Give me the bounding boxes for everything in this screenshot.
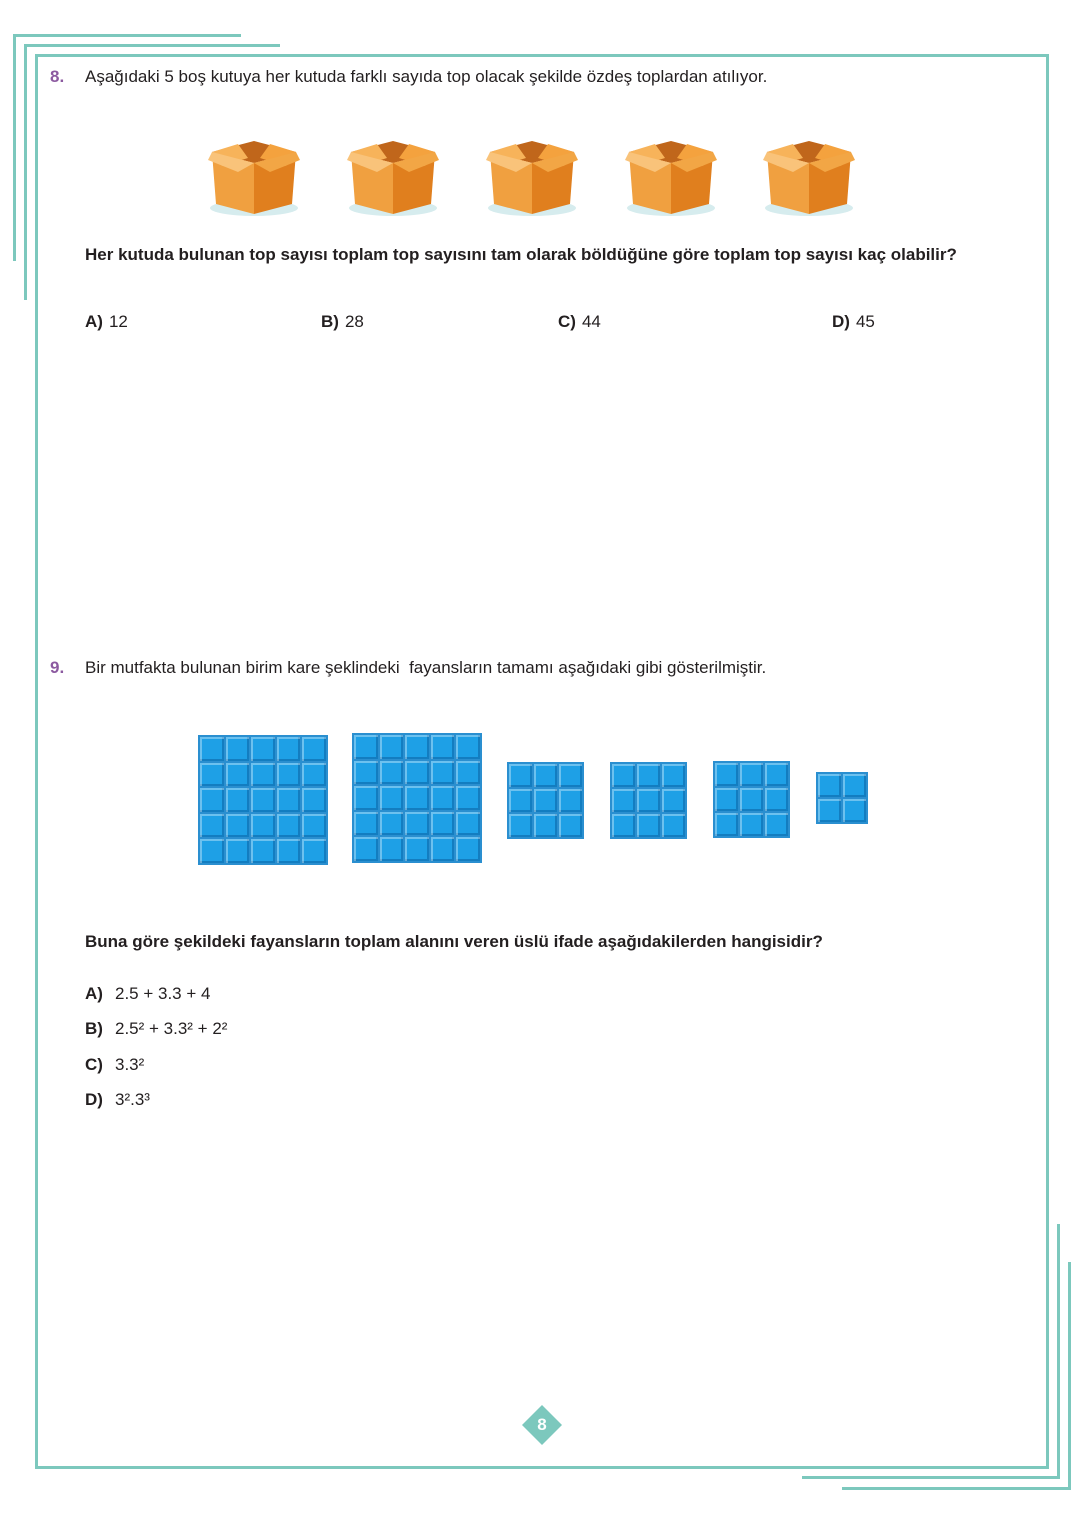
unit-tile — [302, 737, 326, 761]
option-a[interactable] — [85, 984, 210, 1004]
unit-tile — [405, 812, 429, 836]
frame-line — [842, 1487, 1071, 1490]
unit-tile — [226, 839, 250, 863]
unit-tile — [740, 813, 763, 836]
unit-tile — [662, 814, 685, 837]
unit-tile — [765, 813, 788, 836]
unit-tile — [715, 763, 738, 786]
option-value: 28 — [344, 312, 364, 331]
unit-tile — [637, 789, 660, 812]
question-prompt: Her kutuda bulunan top sayısı toplam top sayısını tam olarak böldüğüne göre toplam top sayısı kaç olabilir? — [85, 245, 957, 264]
unit-tile — [612, 764, 635, 787]
unit-tile — [380, 812, 404, 836]
unit-tile — [380, 735, 404, 759]
frame-line — [35, 54, 38, 1469]
unit-tile — [200, 814, 224, 838]
unit-tile — [715, 813, 738, 836]
unit-tile — [200, 839, 224, 863]
option-b[interactable] — [85, 1019, 227, 1039]
option-label: C) — [85, 1055, 103, 1074]
unit-tile — [534, 789, 557, 812]
unit-tile — [559, 789, 582, 812]
unit-tile — [226, 763, 250, 787]
unit-tile — [277, 763, 301, 787]
unit-tile — [431, 837, 455, 861]
open-box-icon — [625, 138, 717, 218]
unit-tile — [662, 789, 685, 812]
unit-tile — [405, 837, 429, 861]
unit-tile — [509, 814, 532, 837]
unit-tile — [380, 786, 404, 810]
unit-tile — [456, 837, 480, 861]
unit-tile — [200, 737, 224, 761]
tile-square-5x5 — [352, 733, 482, 863]
option-d[interactable] — [85, 1090, 150, 1110]
unit-tile — [431, 761, 455, 785]
option-a[interactable] — [85, 312, 128, 332]
unit-tile — [405, 735, 429, 759]
option-label: D) — [832, 312, 850, 331]
option-value: 12 — [108, 312, 128, 331]
question-stem: Aşağıdaki 5 boş kutuya her kutuda farklı sayıda top olacak şekilde özdeş toplardan atılıyor. — [85, 67, 768, 86]
unit-tile — [637, 814, 660, 837]
tile-square-3x3 — [713, 761, 790, 838]
unit-tile — [765, 788, 788, 811]
unit-tile — [354, 761, 378, 785]
open-box-icon — [763, 138, 855, 218]
unit-tile — [354, 786, 378, 810]
option-b[interactable] — [321, 312, 364, 332]
option-value: 45 — [855, 312, 875, 331]
unit-tile — [302, 814, 326, 838]
tile-square-3x3 — [507, 762, 584, 839]
option-value: 2.5 + 3.3 + 4 — [115, 984, 211, 1003]
frame-line — [13, 34, 16, 261]
unit-tile — [277, 737, 301, 761]
unit-tile — [456, 786, 480, 810]
unit-tile — [251, 814, 275, 838]
unit-tile — [612, 814, 635, 837]
unit-tile — [226, 814, 250, 838]
unit-tile — [302, 839, 326, 863]
unit-tile — [302, 763, 326, 787]
open-box-icon — [486, 138, 578, 218]
option-label: D) — [85, 1090, 103, 1109]
question-prompt: Buna göre şekildeki fayansların toplam alanını veren üslü ifade aşağıdakilerden hangisidir? — [85, 932, 823, 951]
option-label: C) — [558, 312, 576, 331]
unit-tile — [456, 735, 480, 759]
unit-tile — [818, 774, 841, 797]
unit-tile — [354, 812, 378, 836]
unit-tile — [534, 814, 557, 837]
unit-tile — [431, 786, 455, 810]
unit-tile — [843, 799, 866, 822]
question-stem: Bir mutfakta bulunan birim kare şeklindeki fayansların tamamı aşağıdaki gibi gösterilmiştir. — [85, 658, 767, 677]
option-label: B) — [321, 312, 339, 331]
option-value: 2.5² + 3.3² + 2² — [115, 1019, 228, 1038]
unit-tile — [251, 788, 275, 812]
tile-square-3x3 — [610, 762, 687, 839]
tile-square-2x2 — [816, 772, 868, 824]
unit-tile — [200, 788, 224, 812]
unit-tile — [637, 764, 660, 787]
unit-tile — [200, 763, 224, 787]
frame-line — [24, 44, 280, 47]
option-c[interactable] — [558, 312, 601, 332]
option-value: 3².3³ — [115, 1090, 150, 1109]
unit-tile — [843, 774, 866, 797]
page-number: 8 — [537, 1415, 547, 1434]
unit-tile — [380, 837, 404, 861]
frame-line — [1068, 1262, 1071, 1490]
unit-tile — [277, 788, 301, 812]
unit-tile — [740, 788, 763, 811]
unit-tile — [715, 788, 738, 811]
option-value: 44 — [581, 312, 601, 331]
unit-tile — [559, 814, 582, 837]
unit-tile — [456, 812, 480, 836]
question-number: 9. — [50, 658, 65, 677]
unit-tile — [534, 764, 557, 787]
tile-square-5x5 — [198, 735, 328, 865]
unit-tile — [380, 761, 404, 785]
frame-line — [35, 54, 1049, 57]
option-c[interactable] — [85, 1055, 144, 1075]
unit-tile — [509, 789, 532, 812]
unit-tile — [251, 763, 275, 787]
unit-tile — [354, 735, 378, 759]
unit-tile — [277, 839, 301, 863]
unit-tile — [226, 737, 250, 761]
frame-line — [1057, 1224, 1060, 1479]
open-box-icon — [208, 138, 300, 218]
option-label: B) — [85, 1019, 103, 1038]
frame-line — [24, 44, 27, 300]
option-d[interactable] — [832, 312, 875, 332]
unit-tile — [612, 789, 635, 812]
question-number: 8. — [50, 67, 65, 86]
option-label: A) — [85, 312, 103, 331]
open-box-icon — [347, 138, 439, 218]
unit-tile — [456, 761, 480, 785]
frame-line — [802, 1476, 1060, 1479]
unit-tile — [818, 799, 841, 822]
frame-line — [1046, 54, 1049, 1469]
unit-tile — [251, 737, 275, 761]
unit-tile — [302, 788, 326, 812]
unit-tile — [354, 837, 378, 861]
unit-tile — [765, 763, 788, 786]
unit-tile — [277, 814, 301, 838]
unit-tile — [251, 839, 275, 863]
unit-tile — [431, 735, 455, 759]
unit-tile — [559, 764, 582, 787]
frame-line — [35, 1466, 1049, 1469]
unit-tile — [405, 761, 429, 785]
option-label: A) — [85, 984, 103, 1003]
unit-tile — [662, 764, 685, 787]
unit-tile — [226, 788, 250, 812]
unit-tile — [740, 763, 763, 786]
frame-line — [13, 34, 241, 37]
unit-tile — [509, 764, 532, 787]
option-value: 3.3² — [115, 1055, 145, 1074]
unit-tile — [405, 786, 429, 810]
unit-tile — [431, 812, 455, 836]
